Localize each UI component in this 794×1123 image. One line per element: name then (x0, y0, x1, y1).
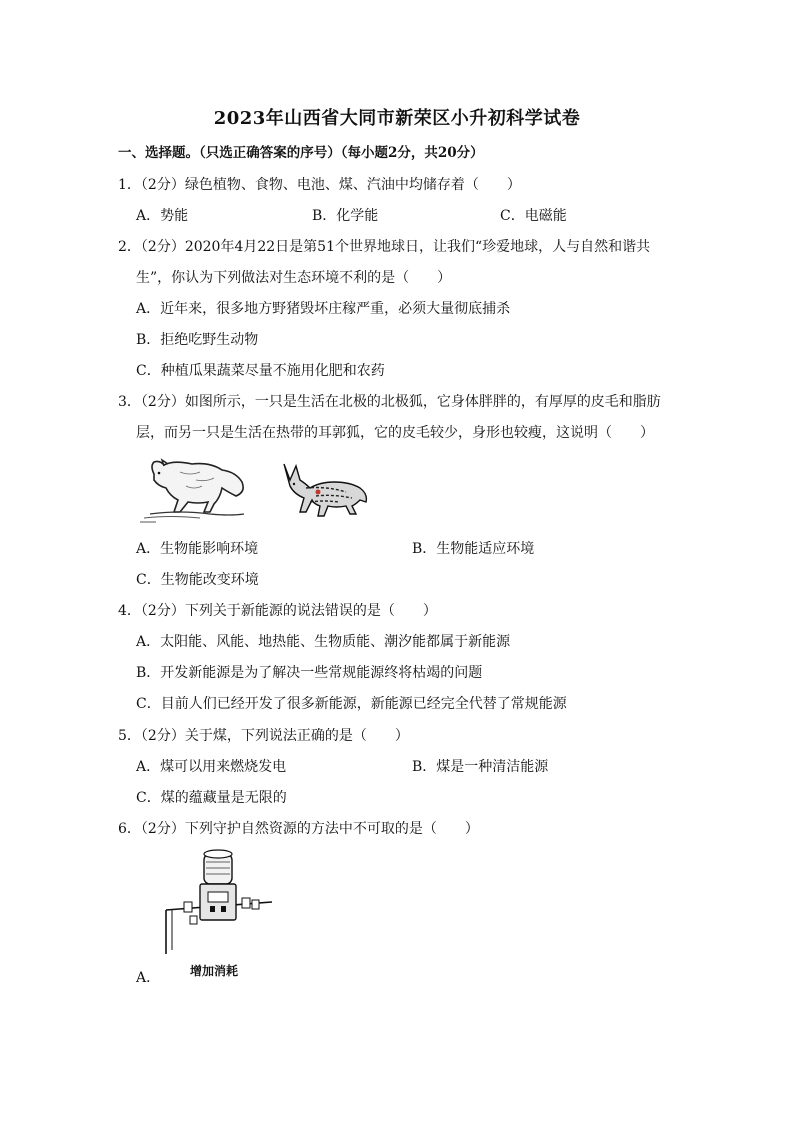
question-2-option-b: B．拒绝吃野生动物 (136, 332, 259, 348)
question-3-stem-line2: 层，而另一只是生活在热带的耳郭狐，它的皮毛较少，身形也较瘦，这说明（ ） (136, 425, 654, 441)
question-3-option-b: B．生物能适应环境 (412, 541, 535, 557)
question-1-option-c: C．电磁能 (500, 208, 567, 224)
page-title: 2023年山西省大同市新荣区小升初科学试卷 (213, 108, 581, 129)
question-3-option-c: C．生物能改变环境 (136, 572, 259, 588)
question-2-stem-line1: 2．（2分）2020年4月22日是第51个世界地球日，让我们“珍爱地球，人与自然和谐共 (118, 239, 651, 255)
question-4-stem: 4．（2分）下列关于新能源的说法错误的是（ ） (118, 603, 437, 619)
question-5-option-c: C．煤的蕴藏量是无限的 (136, 790, 287, 806)
question-1-option-a: A．势能 (136, 208, 189, 224)
question-1-option-b: B．化学能 (312, 208, 379, 224)
question-2-option-c: C．种植瓜果蔬菜尽量不施用化肥和农药 (136, 363, 385, 379)
question-5-stem: 5．（2分）关于煤，下列说法正确的是（ ） (118, 728, 409, 744)
question-6-option-a-label: A． (136, 970, 161, 986)
question-6-stem: 6．（2分）下列守护自然资源的方法中不可取的是（ ） (118, 821, 479, 837)
question-4-option-a: A．太阳能、风能、地热能、生物质能、潮汐能都属于新能源 (136, 634, 511, 650)
question-5-option-a: A．煤可以用来燃烧发电 (136, 759, 287, 775)
question-2-option-a: A．近年来，很多地方野猪毁坏庄稼严重，必须大量彻底捕杀 (136, 301, 511, 317)
question-6-option-a-caption: 增加消耗 (190, 964, 239, 978)
question-4-option-b: B．开发新能源是为了解决一些常规能源终将枯竭的问题 (136, 665, 483, 681)
question-1-stem: 1．（2分）绿色植物、食物、电池、煤、汽油中均储存着（ ） (118, 177, 521, 193)
question-2-stem-line2: 生”，你认为下列做法对生态环境不利的是（ ） (136, 270, 452, 286)
question-4-option-c: C．目前人们已经开发了很多新能源，新能源已经完全代替了常规能源 (136, 696, 567, 712)
question-3-option-a: A．生物能影响环境 (136, 541, 259, 557)
water-dispenser-illustration (160, 846, 278, 956)
arctic-fox-illustration (140, 452, 250, 524)
fennec-fox-illustration (276, 458, 372, 520)
question-3-stem-line1: 3．（2分）如图所示，一只是生活在北极的北极狐，它身体胖胖的，有厚厚的皮毛和脂肪 (118, 394, 661, 410)
section-heading: 一、选择题。（只选正确答案的序号）（每小题2分，共20分） (118, 145, 484, 161)
question-5-option-b: B．煤是一种清洁能源 (412, 759, 549, 775)
